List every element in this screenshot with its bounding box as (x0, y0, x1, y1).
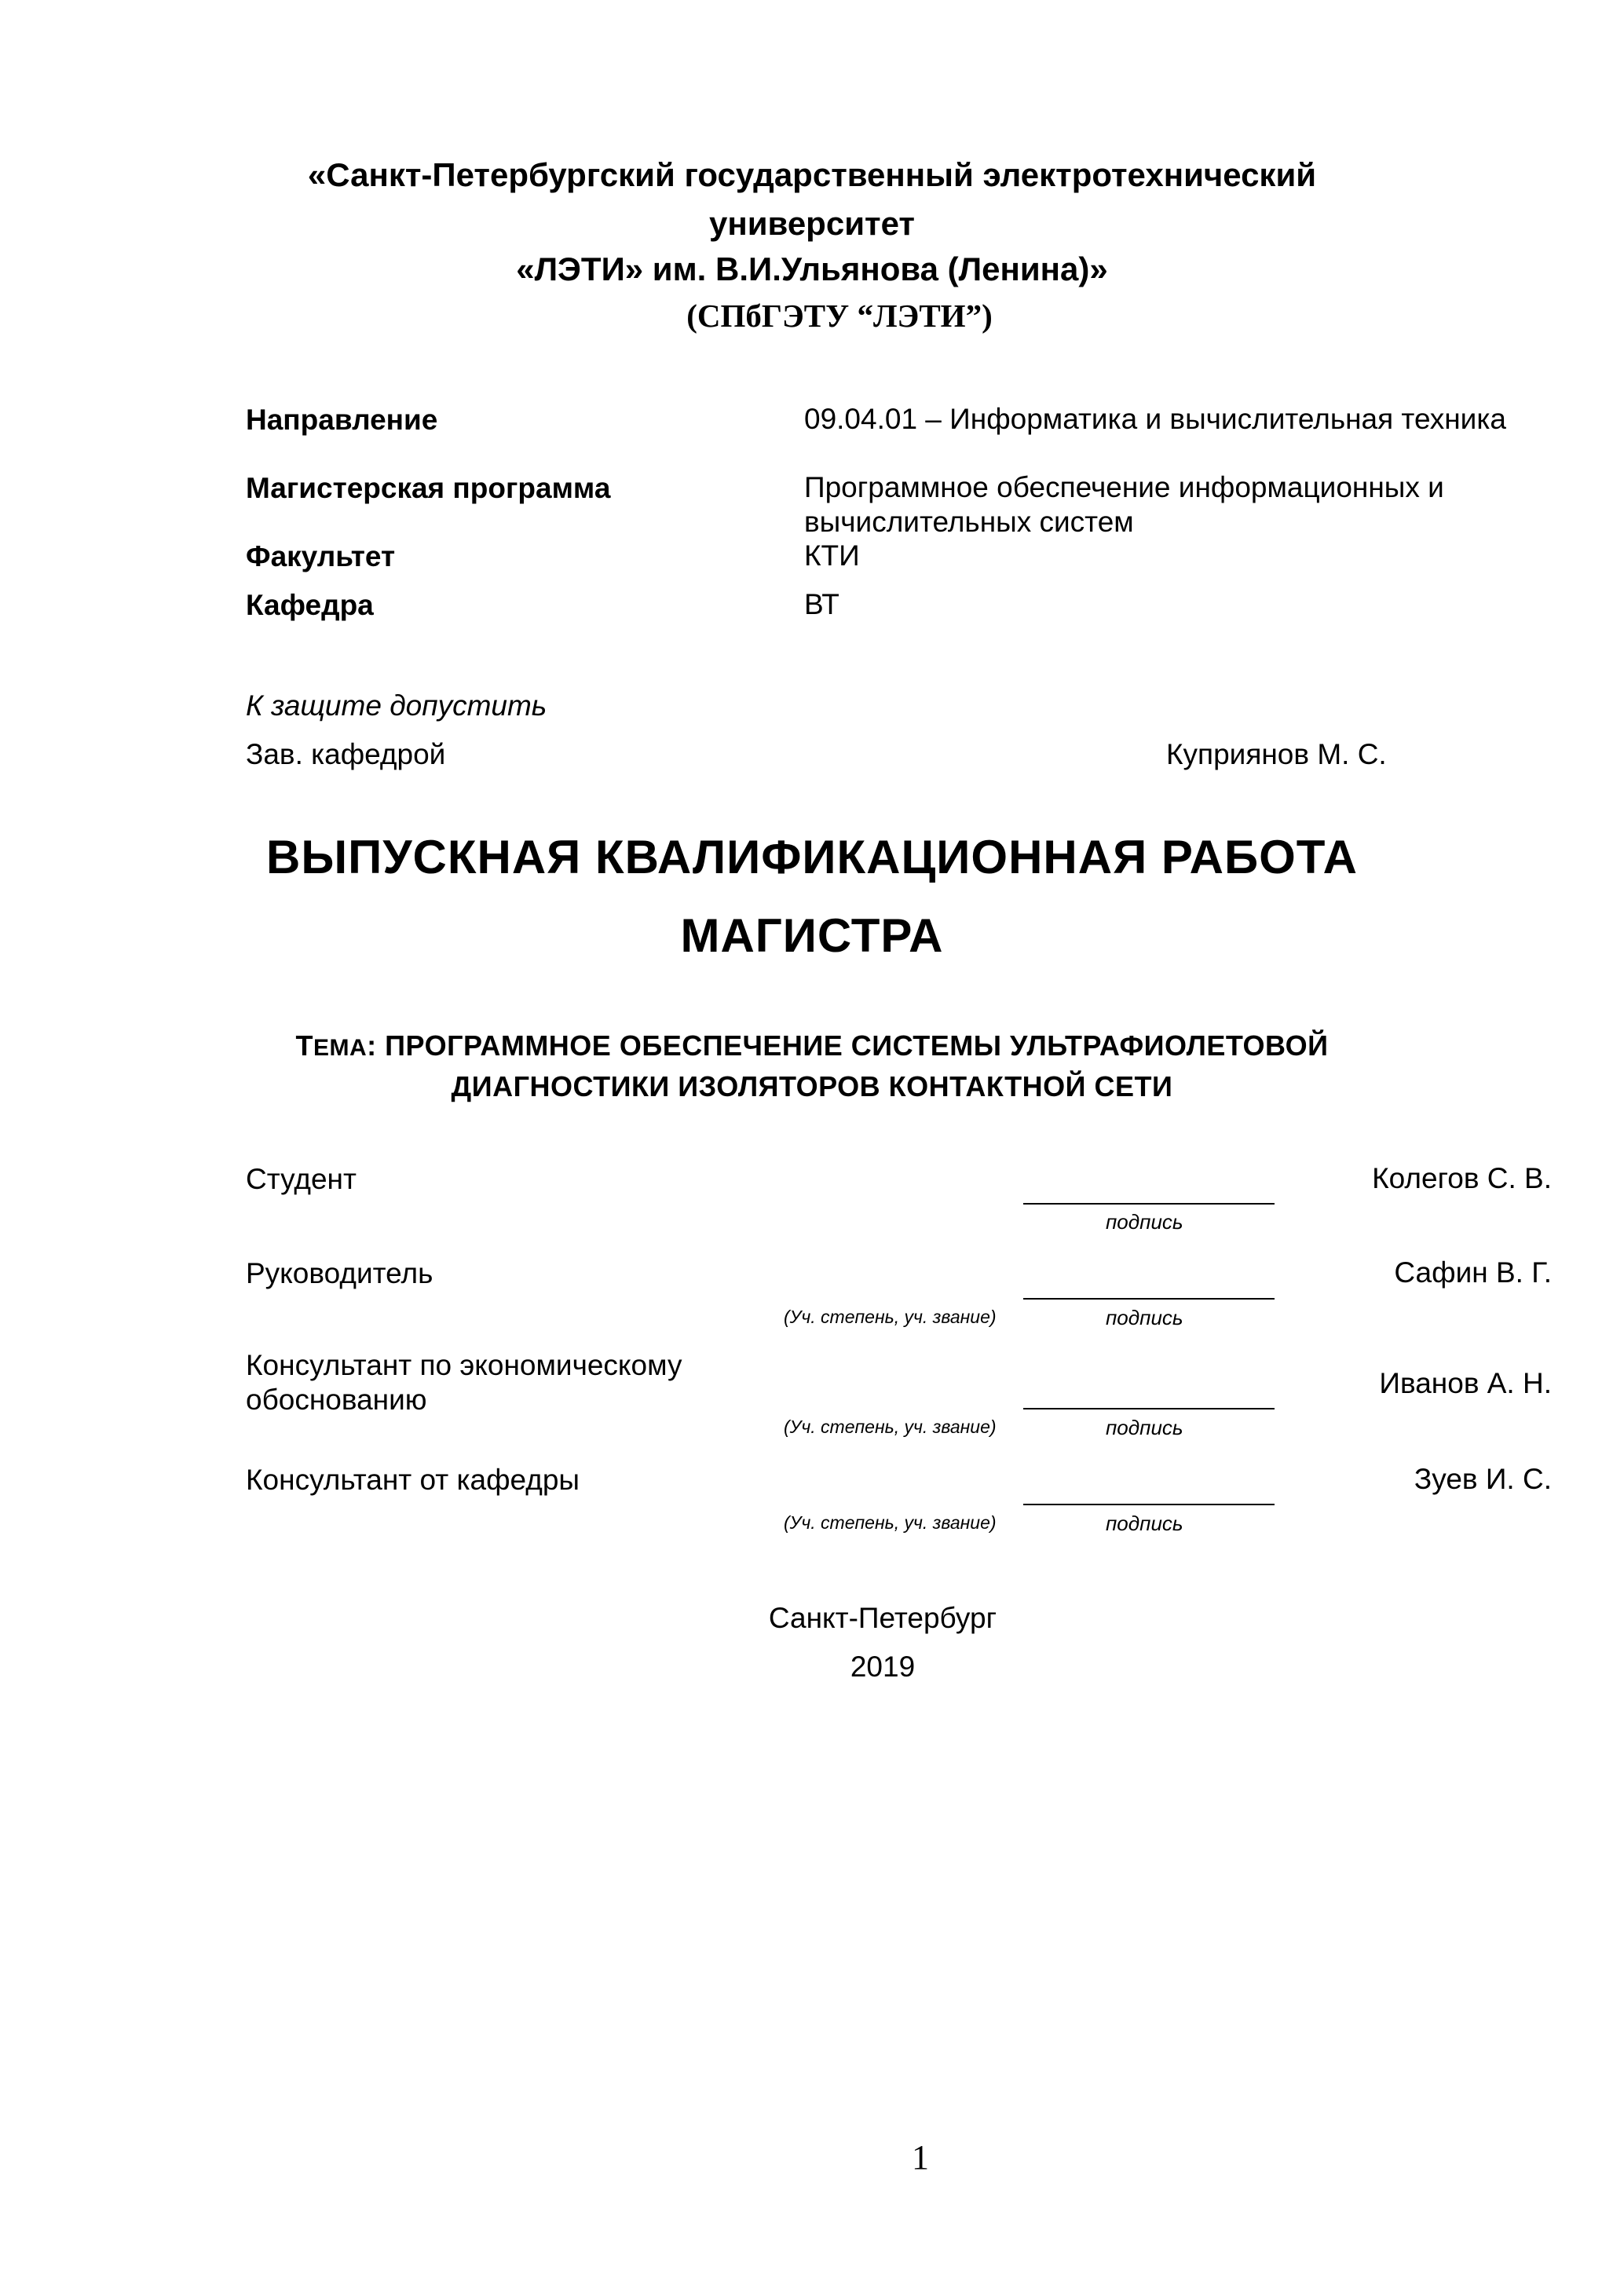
supervisor-degree-caption: (Уч. степень, уч. звание) (784, 1307, 997, 1327)
department-label: Кафедра (246, 589, 374, 621)
dept-consultant-signature-line (1023, 1504, 1275, 1505)
topic-line1-text: ПРОГРАММНОЕ ОБЕСПЕЧЕНИЕ СИСТЕМЫ УЛЬТРАФИОЛЕТОВОЙ (385, 1029, 1329, 1062)
student-signature-caption: подпись (1106, 1210, 1183, 1234)
supervisor-signature-line (1023, 1298, 1275, 1300)
program-label: Магистерская программа (246, 472, 611, 504)
econ-consultant-name: Иванов А. Н. (1379, 1367, 1552, 1399)
university-abbreviation: (СПбГЭТУ “ЛЭТИ”) (686, 298, 993, 334)
econ-consultant-role-line2: обоснованию (246, 1384, 427, 1416)
dept-consultant-degree-caption: (Уч. степень, уч. звание) (784, 1512, 997, 1533)
topic-prefix-first: Т (295, 1029, 313, 1062)
document-title-line1: ВЫПУСКНАЯ КВАЛИФИКАЦИОННАЯ РАБОТА (266, 831, 1358, 883)
topic-line2: ДИАГНОСТИКИ ИЗОЛЯТОРОВ КОНТАКТНОЙ СЕТИ (451, 1070, 1173, 1102)
topic-prefix-rest: ЕМА (313, 1035, 368, 1061)
econ-consultant-role-line1: Консультант по экономическому (246, 1349, 682, 1381)
university-name-line2: университет (709, 205, 915, 242)
econ-consultant-signature-caption: подпись (1106, 1416, 1183, 1439)
dept-consultant-name: Зуев И. С. (1414, 1463, 1552, 1495)
head-of-department-name: Куприянов М. С. (1166, 738, 1387, 770)
university-name-line3: «ЛЭТИ» им. В.И.Ульянова (Ленина)» (516, 250, 1108, 287)
student-signature-line (1023, 1203, 1275, 1205)
faculty-value: КТИ (804, 539, 860, 572)
supervisor-signature-caption: подпись (1106, 1306, 1183, 1329)
year: 2019 (850, 1651, 916, 1683)
supervisor-role: Руководитель (246, 1257, 433, 1289)
supervisor-name: Сафин В. Г. (1394, 1256, 1552, 1289)
head-of-department-label: Зав. кафедрой (246, 738, 446, 770)
city: Санкт-Петербург (768, 1602, 997, 1634)
dept-consultant-role: Консультант от кафедры (246, 1464, 580, 1496)
student-role: Студент (246, 1163, 357, 1195)
topic-prefix-colon: : (367, 1029, 377, 1062)
topic-line1 (0, 1029, 1624, 1062)
faculty-label: Факультет (246, 540, 396, 572)
program-value: Программное обеспечение информационных и вычислительных систем (804, 471, 1444, 538)
econ-consultant-degree-caption: (Уч. степень, уч. звание) (784, 1417, 997, 1437)
admit-to-defense: К защите допустить (246, 689, 547, 722)
econ-consultant-signature-line (1023, 1408, 1275, 1409)
dept-consultant-signature-caption: подпись (1106, 1512, 1183, 1535)
page-number: 1 (912, 2138, 929, 2177)
department-value: ВТ (804, 588, 839, 620)
document-title-line2: МАГИСТРА (680, 909, 944, 962)
direction-label: Направление (246, 404, 438, 436)
student-name: Колегов С. В. (1372, 1162, 1552, 1194)
direction-value: 09.04.01 – Информатика и вычислительная техника (804, 403, 1506, 435)
university-name-line1: «Санкт-Петербургский государственный электротехнический (307, 156, 1317, 193)
